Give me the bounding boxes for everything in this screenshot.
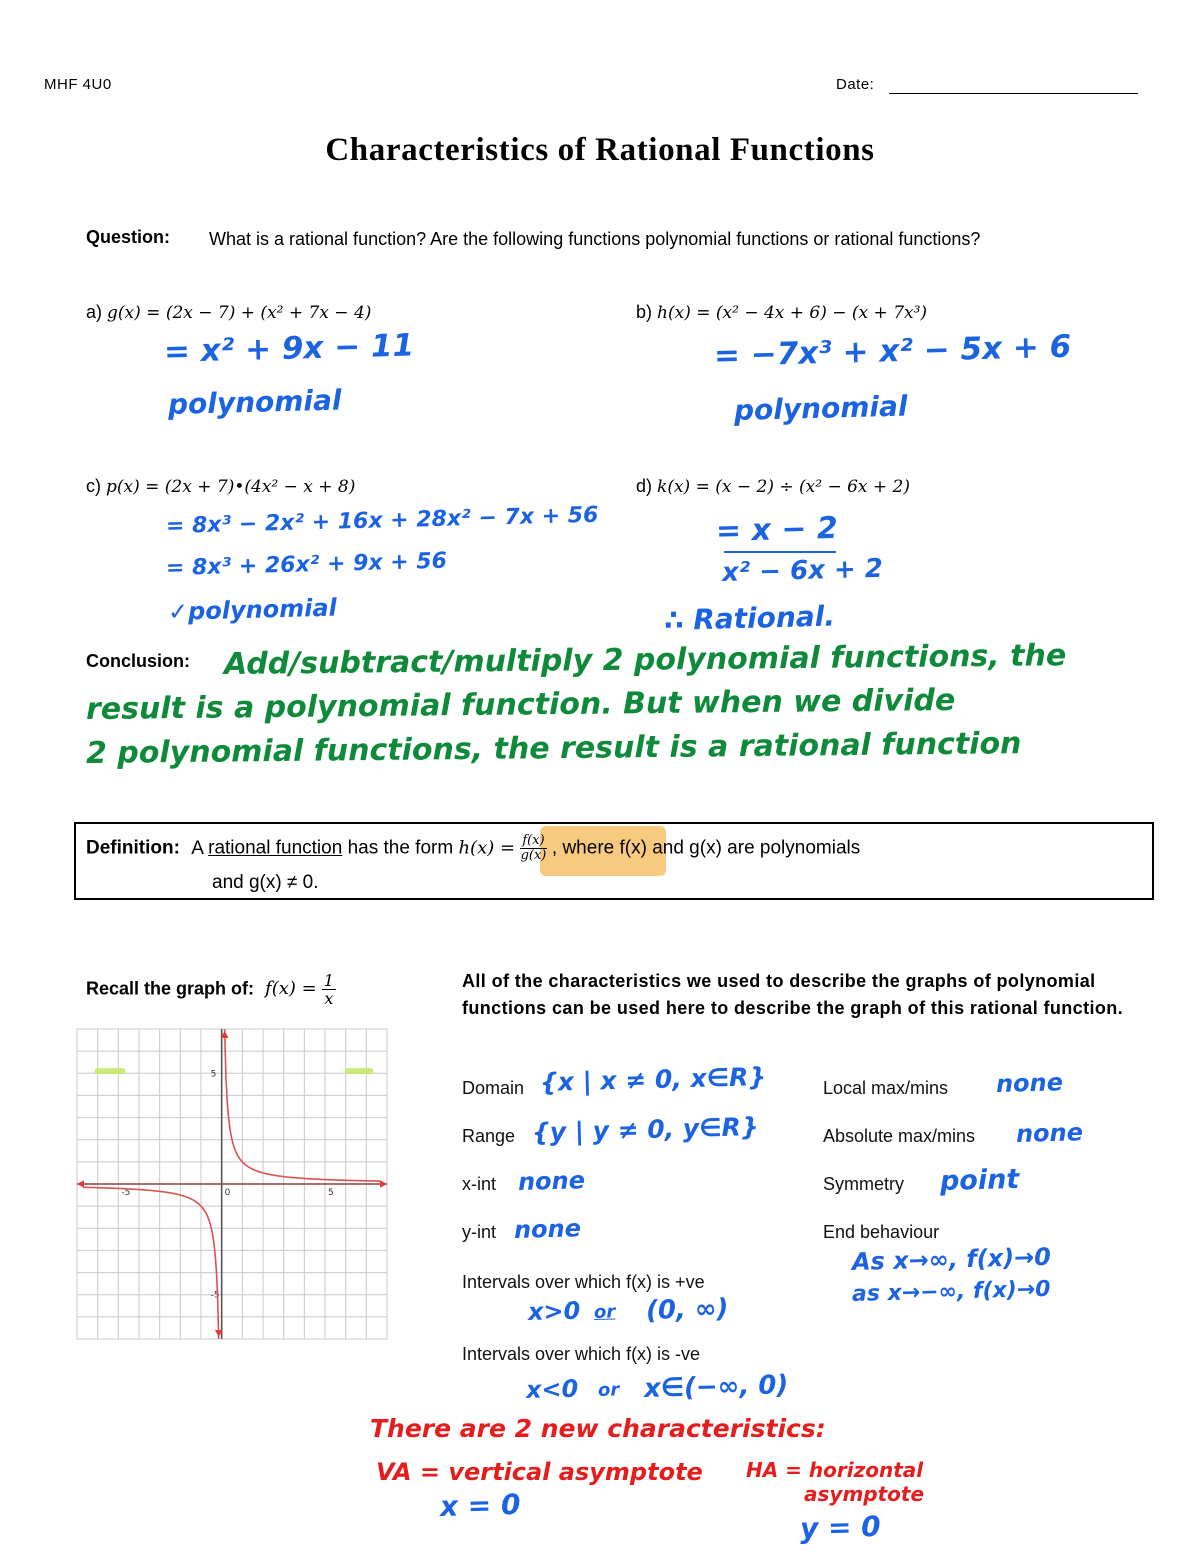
ha-value: y = 0 [799,1509,882,1545]
positive-value-2: (0, ∞) [645,1293,729,1326]
item-c [86,476,355,497]
curve-negative-branch [83,1187,219,1339]
recall-denominator: x [324,989,334,1008]
domain-value: {x | x ≠ 0, x∈R} [539,1062,767,1097]
page-title: Characteristics of Rational Functions [325,132,875,168]
definition-suffix: , where f(x) and g(x) are polynomials [551,837,861,859]
item-b-result: polynomial [733,389,908,427]
va-label: VA = vertical asymptote [376,1458,703,1486]
local-max-min-value: none [995,1068,1064,1098]
item-expression: h(x) = (x² − 4x + 6) − (x + 7x³) [657,303,928,323]
item-a-work: = x² + 9x − 11 [163,327,415,370]
item-letter: c) [86,476,101,496]
definition-prefix: A [191,837,203,859]
item-c-work-2: = 8x³ + 26x² + 9x + 56 [165,548,448,581]
definition-form-fraction [520,834,546,863]
item-a [86,302,371,323]
yint-label: y-int [462,1222,497,1242]
new-characteristics-heading: There are 2 new characteristics: [370,1414,826,1443]
x-tick-label: 5 [328,1188,334,1198]
negative-intervals-label: Intervals over which f(x) is -ve [462,1344,701,1364]
end-behaviour-line-1: As x→∞, f(x)→0 [851,1242,1052,1276]
question-text: What is a rational function? Are the following functions polynomial functions or rational functions? [209,229,981,249]
recall-line [86,972,336,1007]
date-label: Date: [836,76,875,93]
definition-term: rational function [208,837,343,859]
recall-label: Recall the graph of: [86,978,255,999]
item-letter: d) [636,476,653,496]
conclusion-line-3: 2 polynomial functions, the result is a rational function [85,726,1022,771]
positive-or: or [593,1301,616,1323]
va-value: x = 0 [439,1487,521,1523]
arrow-left [77,1180,84,1188]
item-expression: k(x) = (x − 2) ÷ (x² − 6x + 2) [657,477,910,497]
item-b [636,302,927,323]
item-letter: a) [86,302,103,322]
form-denominator: g(x) [520,848,547,863]
positive-intervals-label: Intervals over which f(x) is +ve [462,1272,705,1292]
item-b-work: = −7x³ + x² − 5x + 6 [713,328,1072,374]
y-tick-label: 5 [210,1069,217,1080]
symmetry-value: point [939,1163,1020,1197]
xint-value: none [517,1166,586,1196]
domain-label: Domain [462,1078,525,1098]
yint-value: none [513,1214,582,1244]
item-c-work-1: = 8x³ − 2x² + 16x + 28x² − 7x + 56 [165,502,599,539]
item-d [636,476,910,497]
item-d-work-denominator: x² − 6x + 2 [721,553,884,588]
definition-line-1 [86,834,860,863]
conclusion-line-2: result is a polynomial function. But when we divide [85,682,956,727]
recall-fraction [322,972,336,1007]
date-line [889,93,1138,94]
xint-label: x-int [462,1174,497,1194]
item-d-result: ∴ Rational. [663,599,836,637]
fraction-bar [724,551,836,553]
reciprocal-graph [72,1024,392,1344]
end-behaviour-line-2: as x→−∞, f(x)→0 [851,1276,1051,1307]
absolute-max-min-value: none [1015,1118,1084,1148]
definition-middle: has the form [347,837,454,859]
curve-positive-branch [225,1029,381,1181]
course-code: MHF 4U0 [44,76,112,93]
item-expression: p(x) = (2x + 7)•(4x² − x + 8) [106,477,356,497]
local-max-min-label: Local max/mins [823,1078,949,1098]
range-label: Range [462,1126,516,1146]
recall-numerator: 1 [323,971,334,990]
end-behaviour-label: End behaviour [823,1222,940,1242]
ha-label-1: HA = horizontal [746,1458,924,1482]
question-label: Question: [86,227,170,247]
characteristics-intro: All of the characteristics we used to describe the graphs of polynomial functions can be used here to describe the graph of this rational function. [462,971,1124,1018]
positive-value-1: x>0 [527,1296,581,1326]
y-tick-label: -5 [210,1290,220,1301]
range-value: {y | y ≠ 0, y∈R} [531,1112,759,1147]
item-d-work-numerator: = x − 2 [715,510,839,549]
arrow-right [380,1180,387,1188]
negative-value-1: x<0 [525,1374,579,1404]
item-a-result: polynomial [167,383,342,421]
conclusion-line-1: Add/subtract/multiply 2 polynomial functions, the [223,638,1067,682]
negative-or: or [597,1379,620,1401]
item-letter: b) [636,302,653,322]
ha-label-2: asymptote [804,1482,925,1506]
definition-label: Definition: [86,837,180,859]
x-tick-label: -5 [121,1188,131,1198]
form-numerator: f(x) [522,833,545,848]
absolute-max-min-label: Absolute max/mins [823,1126,976,1146]
item-expression: g(x) = (2x − 7) + (x² + 7x − 4) [107,303,372,323]
symmetry-label: Symmetry [823,1174,904,1194]
item-c-result: ✓polynomial [167,593,338,626]
definition-form-lhs: h(x) = [458,837,516,859]
definition-line-2: and g(x) ≠ 0. [212,872,319,893]
conclusion-label: Conclusion: [86,651,190,671]
recall-fx: f(x) = [265,978,317,1000]
x-tick-label: 0 [224,1188,231,1198]
negative-value-2: x∈(−∞, 0) [643,1370,789,1404]
